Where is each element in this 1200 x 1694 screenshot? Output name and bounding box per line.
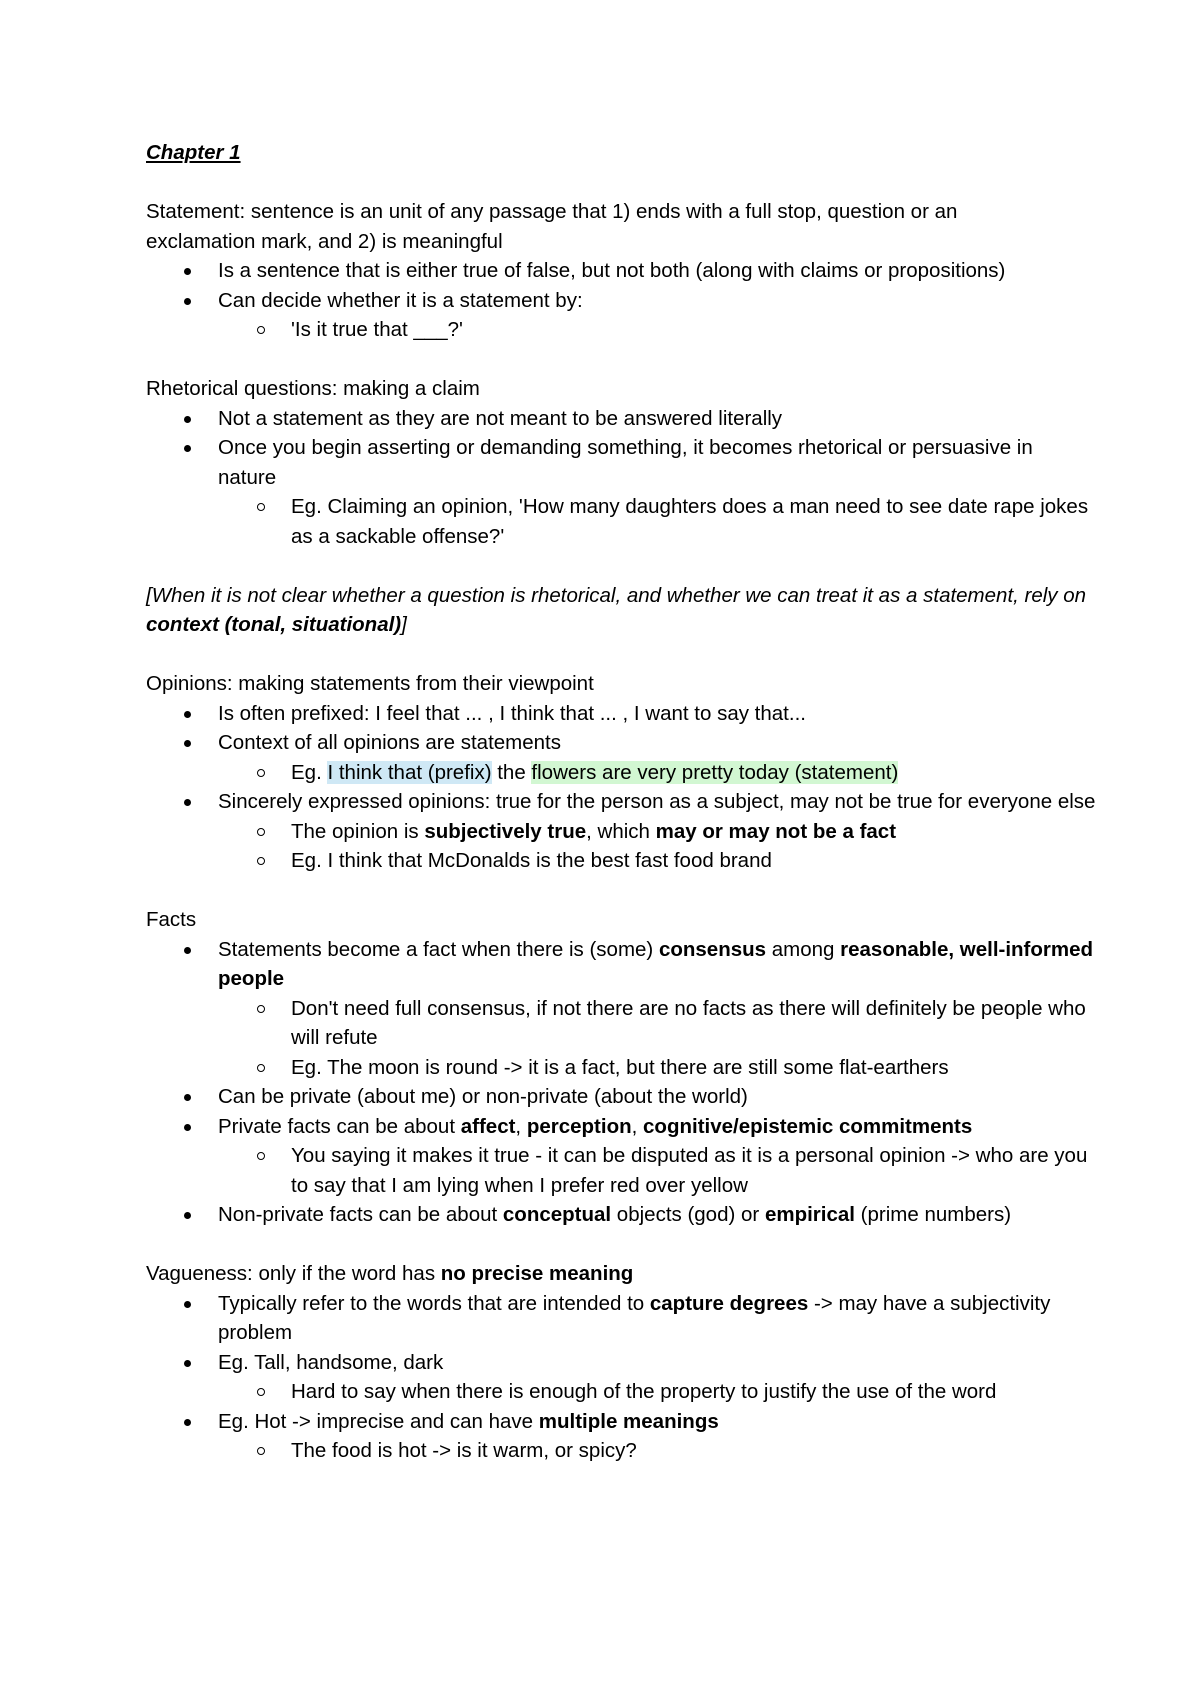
vagueness-list xyxy=(146,1289,1096,1466)
list-item: Typically refer to the words that are intended to capture degrees -> may have a subjectivity problem xyxy=(146,1289,1096,1348)
facts-list xyxy=(146,935,1096,1230)
sub-list-item: The opinion is subjectively true, which may or may not be a fact xyxy=(146,817,1096,847)
document-page xyxy=(146,138,1096,1466)
sub-list-item: Don't need full consensus, if not there are no facts as there will definitely be people who will refute xyxy=(146,994,1096,1053)
list-item: Statements become a fact when there is (some) consensus among reasonable, well-informed people xyxy=(146,935,1096,994)
list-item: Non-private facts can be about conceptual objects (god) or empirical (prime numbers) xyxy=(146,1200,1096,1230)
sub-list-item: Eg. The moon is round -> it is a fact, but there are still some flat-earthers xyxy=(146,1053,1096,1083)
vagueness-intro: Vagueness: only if the word has no precise meaning xyxy=(146,1262,634,1285)
list-item: Is often prefixed: I feel that ... , I think that ... , I want to say that... xyxy=(146,699,1096,729)
chapter-title: Chapter 1 xyxy=(146,141,241,164)
list-item: Once you begin asserting or demanding something, it becomes rhetorical or persuasive in nature xyxy=(146,433,1096,492)
statement-intro: Statement: sentence is an unit of any passage that 1) ends with a full stop, question or an exclamation mark, and 2) is meaningful xyxy=(146,200,958,253)
statement-list xyxy=(146,256,1096,345)
sub-list-item: You saying it makes it true - it can be disputed as it is a personal opinion -> who are you to say that I am lying when I prefer red over yellow xyxy=(146,1141,1096,1200)
sub-list-item: Hard to say when there is enough of the property to justify the use of the word xyxy=(146,1377,1096,1407)
list-item: Sincerely expressed opinions: true for the person as a subject, may not be true for everyone else xyxy=(146,787,1096,817)
sub-list-item: Eg. Claiming an opinion, 'How many daughters does a man need to see date rape jokes as a sackable offense?' xyxy=(146,492,1096,551)
list-item: Context of all opinions are statements xyxy=(146,728,1096,758)
list-item: Eg. Tall, handsome, dark xyxy=(146,1348,1096,1378)
rhetorical-intro: Rhetorical questions: making a claim xyxy=(146,377,480,400)
sub-list-item: The food is hot -> is it warm, or spicy? xyxy=(146,1436,1096,1466)
context-note: [When it is not clear whether a question is rhetorical, and whether we can treat it as a statement, rely on context (tonal, situational)] xyxy=(146,583,1087,636)
rhetorical-list xyxy=(146,404,1096,552)
list-item: Is a sentence that is either true of false, but not both (along with claims or propositions) xyxy=(146,256,1096,286)
statement-highlight: flowers are very pretty today (statement) xyxy=(531,760,899,784)
list-item: Can decide whether it is a statement by: xyxy=(146,286,1096,316)
facts-intro: Facts xyxy=(146,908,197,931)
sub-list-item: Eg. I think that (prefix) the flowers are very pretty today (statement) xyxy=(146,758,1096,788)
opinions-intro: Opinions: making statements from their viewpoint xyxy=(146,672,594,695)
list-item: Not a statement as they are not meant to be answered literally xyxy=(146,404,1096,434)
opinions-list xyxy=(146,699,1096,876)
list-item: Eg. Hot -> imprecise and can have multiple meanings xyxy=(146,1407,1096,1437)
prefix-highlight: I think that (prefix) xyxy=(327,760,492,784)
sub-list-item: 'Is it true that ___?' xyxy=(146,315,1096,345)
sub-list-item: Eg. I think that McDonalds is the best fast food brand xyxy=(146,846,1096,876)
list-item: Can be private (about me) or non-private (about the world) xyxy=(146,1082,1096,1112)
list-item: Private facts can be about affect, perception, cognitive/epistemic commitments xyxy=(146,1112,1096,1142)
